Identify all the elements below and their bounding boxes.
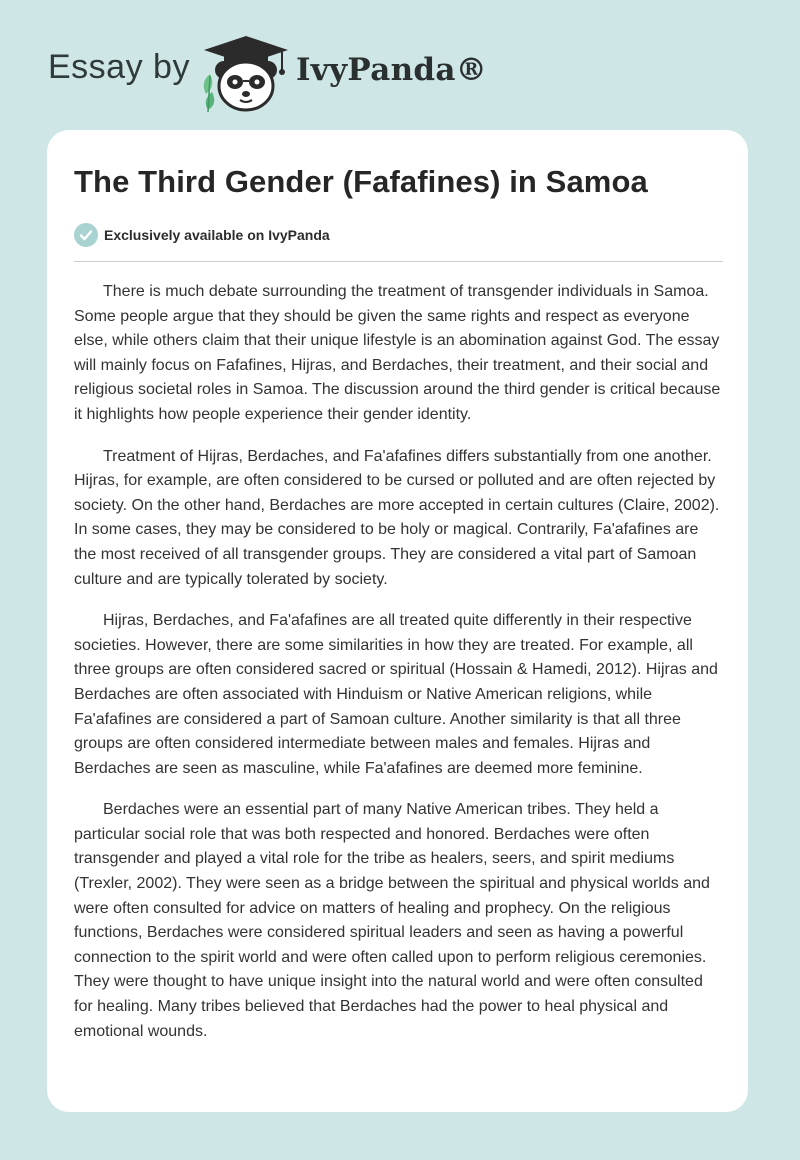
exclusive-badge — [74, 222, 722, 248]
essay-card — [47, 130, 748, 1112]
paragraph: Berdaches were an essential part of many Native American tribes. They held a particular social role that was both respected and honored. Berdaches were often transgender and played a vital role for the tribe as healers, seers, and spirit mediums (Trexler, 2002). They were seen as a bridge between the spiritual and physical worlds and were often consulted for advice on matters of healing and prophecy. On the religious functions, Berdaches were considered spiritual leaders and seen as having a powerful connection to the spirit world and were often called upon to perform religious ceremonies. They were thought to have unique insight into the natural world and were often consulted for healing. Many tribes believed that Berdaches had the power to heal physical and emotional wounds. — [74, 801, 710, 1040]
paragraph: Hijras, Berdaches, and Fa'afafines are all treated quite differently in their respective societies. However, there are some similarities in how they are treated. For example, all three groups are often considered sacred or spiritual (Hossain & Hamedi, 2012). Hijras and Berdaches are often associated with Hinduism or Native American religions, while Fa'afafines are considered a part of Samoan culture. Another similarity is that all three groups are often considered intermediate between males and females. Hijras and Berdaches are seen as masculine, while Fa'afafines are deemed more feminine. — [74, 612, 718, 777]
divider — [74, 261, 723, 262]
check-circle-icon — [74, 223, 98, 247]
paragraph: There is much debate surrounding the treatment of transgender individuals in Samoa. Some people argue that they should be given the same rights and respect as everyone else, while others claim that their unique lifestyle is an abomination against God. The essay will mainly focus on Fafafines, Hijras, and Berdaches, their treatment, and their social and religious societal roles in Samoa. The discussion around the third gender is critical because it highlights how people experience their gender identity. — [74, 283, 721, 423]
paragraph: Treatment of Hijras, Berdaches, and Fa'afafines differs substantially from one another. Hijras, for example, are often considered to be cursed or polluted and are often rejected by society. On the other hand, Berdaches are more accepted in certain cultures (Claire, 2002). In some cases, they may be considered to be holy or magical. Contrarily, Fa'afafines are the most received of all transgender groups. They are considered a vital part of Samoan culture and are typically tolerated by society. — [74, 447, 720, 588]
panda-graduate-logo-icon — [198, 34, 294, 114]
essay-by-label: Essay by — [48, 48, 190, 86]
essay-body — [74, 280, 722, 1044]
site-header — [0, 0, 800, 130]
exclusive-badge-text: Exclusively available on IvyPanda — [104, 227, 330, 243]
brand-name: IvyPanda® — [296, 52, 488, 88]
essay-title: The Third Gender (Fafafines) in Samoa — [74, 164, 648, 199]
